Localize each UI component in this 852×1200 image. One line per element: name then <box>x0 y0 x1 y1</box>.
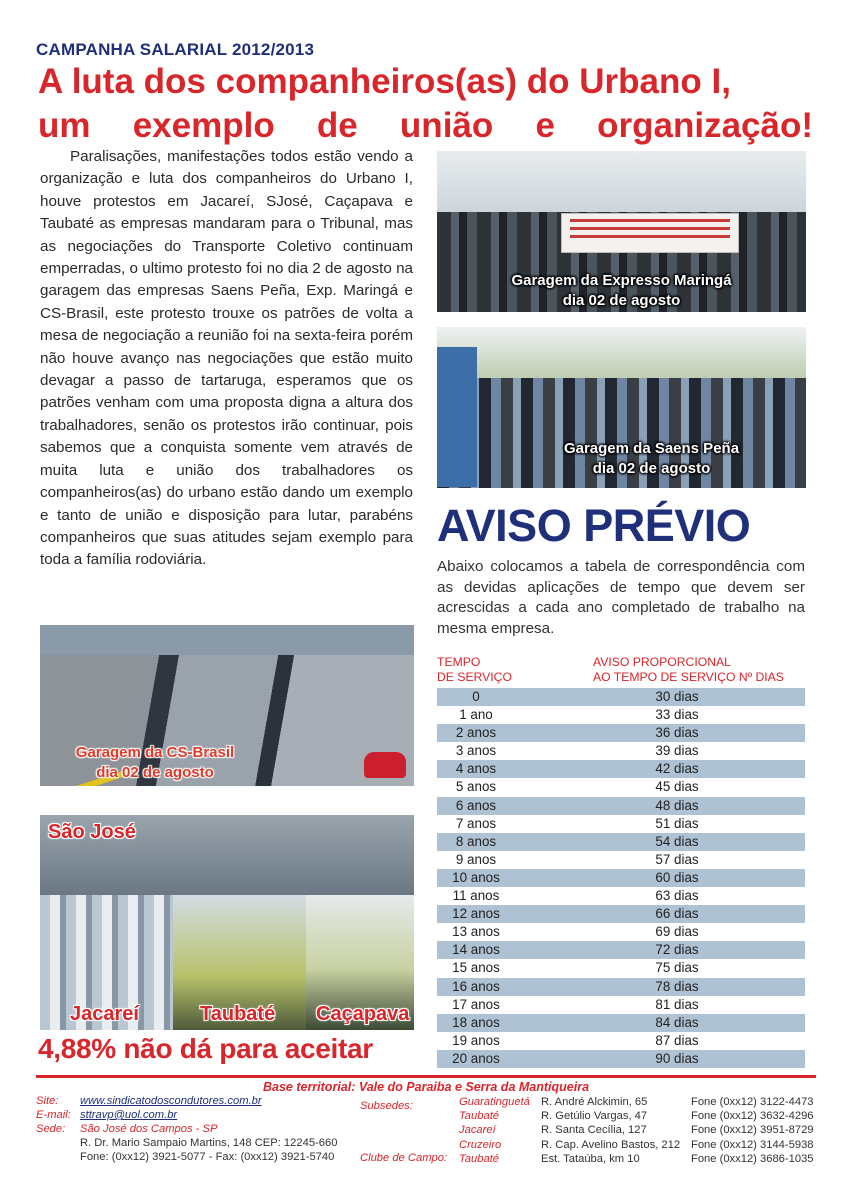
subsede-address: R. Santa Cecília, 127 <box>541 1124 647 1137</box>
cell-tempo: 14 anos <box>452 942 500 958</box>
sede-phones: Fone: (0xx12) 3921-5077 - Fax: (0xx12) 3921-5740 <box>80 1151 335 1163</box>
cell-dias: 60 dias <box>655 869 699 885</box>
aviso-previo-intro: Abaixo colocamos a tabela de correspondência com as devidas aplicações de tempo que devem ser acrescidas a cada ano completado de trabalho na mesma empresa. <box>437 558 805 637</box>
footer-title: Base territorial: Vale do Paraiba e Serra da Mantiqueira <box>262 1080 590 1094</box>
cell-tempo: 17 anos <box>452 996 500 1012</box>
header-line: AO TEMPO DE SERVIÇO Nº DIAS <box>593 670 784 684</box>
cell-tempo: 12 anos <box>452 906 500 922</box>
label-taubate: Taubaté <box>200 1003 276 1025</box>
cell-dias: 48 dias <box>655 797 699 813</box>
cell-tempo: 6 anos <box>455 797 497 813</box>
table-row <box>437 724 805 742</box>
page-headline <box>38 60 813 148</box>
email-link[interactable]: sttravp@uol.com.br <box>80 1109 178 1121</box>
cell-dias: 90 dias <box>655 1050 699 1066</box>
photo-saens-pena <box>437 327 806 488</box>
subsede-city: Taubaté <box>459 1152 500 1165</box>
cell-dias: 45 dias <box>655 779 699 795</box>
photo-caption-csbrasil <box>40 743 270 783</box>
cell-tempo: 4 anos <box>455 761 497 777</box>
table-row <box>437 996 805 1014</box>
headline-line-1: A luta dos companheiros(as) do Urbano I, <box>38 62 731 101</box>
cell-tempo: 5 anos <box>455 779 497 795</box>
column-header-aviso <box>593 655 807 685</box>
cell-dias: 66 dias <box>655 906 699 922</box>
subsede-address: R. Getúlio Vargas, 47 <box>541 1110 648 1123</box>
cell-tempo: 19 anos <box>452 1032 500 1048</box>
subsede-phone: Fone (0xx12) 3951-8729 <box>691 1124 814 1137</box>
subsede-phone: Fone (0xx12) 3632-4296 <box>691 1110 814 1123</box>
subsede-city: Guaratinguetá <box>459 1096 530 1108</box>
cell-dias: 75 dias <box>655 960 699 976</box>
cell-dias: 51 dias <box>655 815 699 831</box>
table-row <box>437 833 805 851</box>
cell-dias: 69 dias <box>655 924 699 940</box>
label-cacapava: Caçapava <box>316 1003 410 1025</box>
subsede-address: R. André Alckimin, 65 <box>541 1096 648 1108</box>
clube-label: Clube de Campo: <box>360 1152 448 1164</box>
campaign-kicker: CAMPANHA SALARIAL 2012/2013 <box>36 40 315 59</box>
table-row <box>437 905 805 923</box>
table-row <box>437 923 805 941</box>
subsede-phone: Fone (0xx12) 3686-1035 <box>691 1152 814 1165</box>
cell-tempo: 8 anos <box>455 833 497 849</box>
cell-tempo: 13 anos <box>452 924 500 940</box>
label-jacarei: Jacareí <box>70 1003 139 1025</box>
caption-line-2: dia 02 de agosto <box>96 764 214 781</box>
subsede-city: Cruzeiro <box>459 1138 502 1151</box>
cell-dias: 42 dias <box>655 761 699 777</box>
cell-tempo: 7 anos <box>455 815 497 831</box>
footer-divider <box>36 1075 816 1078</box>
table-row <box>437 778 805 796</box>
header-line: AVISO PROPORCIONAL <box>593 655 731 669</box>
cell-dias: 72 dias <box>655 942 699 958</box>
column-header-tempo <box>437 655 557 685</box>
caption-line-1: Garagem da Saens Peña <box>563 440 740 457</box>
cell-tempo: 3 anos <box>455 743 497 759</box>
protest-banner <box>561 213 739 253</box>
table-row <box>437 978 805 996</box>
header-line: TEMPO <box>437 655 481 669</box>
label-sao-jose: São José <box>48 821 136 843</box>
table-row <box>437 1050 805 1068</box>
table-row <box>437 760 805 778</box>
bus-shape <box>437 347 477 487</box>
email-label: E-mail: <box>36 1109 71 1121</box>
cell-tempo: 16 anos <box>452 978 500 994</box>
caption-line-2: dia 02 de agosto <box>562 292 681 309</box>
cell-tempo: 1 ano <box>459 707 493 723</box>
caption-line-1: Garagem da CS-Brasil <box>75 744 235 761</box>
aviso-previo-title: AVISO PRÉVIO <box>437 500 751 551</box>
city-photo-collage <box>40 815 414 1030</box>
cell-tempo: 10 anos <box>452 869 500 885</box>
lead-article: Paralisações, manifestações todos estão vendo a organização e luta dos companheiros do Urbano I, houve protestos em Jacareí, SJosé, Caçapava e Taubaté as empresas mandaram para o Tribunal, mas as negociações do Transporte Coletivo continuam emperradas, o ultimo protesto foi no dia 2 de agosto na garagem das empresas Saens Peña, Exp. Maringá e CS-Brasil, este protesto trouxe os patrões de volta a mesa de negociação a reunião foi na sexta-feira porém não houve avanço nas negociações que estão muito devagar a passo de tartaruga, esperamos que os patrões venham com uma proposta digna a altura dos trabalhadores, senão os protestos irão continuar, pois sabemos que a conquista somente vem através de muita luta e união dos trabalhadores os companheiros(as) do urbano estão dando um exemplo e tanto de união e disposição para lutar, parabéns companheiros que suas atitudes sejam exemplo para toda a família rodoviária. <box>40 148 413 569</box>
subsede-phone: Fone (0xx12) 3122-4473 <box>691 1096 814 1108</box>
cell-dias: 81 dias <box>655 996 699 1012</box>
header-line: DE SERVIÇO <box>437 670 512 684</box>
table-row <box>437 851 805 869</box>
cell-dias: 57 dias <box>655 851 699 867</box>
table-row <box>437 1014 805 1032</box>
cell-dias: 84 dias <box>655 1014 699 1030</box>
aviso-previo-table <box>437 688 805 1068</box>
table-row <box>437 1032 805 1050</box>
subsede-phone: Fone (0xx12) 3144-5938 <box>691 1138 814 1151</box>
table-row <box>437 887 805 905</box>
red-car <box>364 752 406 778</box>
cell-dias: 54 dias <box>655 833 699 849</box>
cell-tempo: 0 <box>472 689 480 704</box>
table-row <box>437 688 805 706</box>
photo-caption-maringa <box>437 271 806 311</box>
site-link[interactable]: www.sindicatodoscondutores.com.br <box>80 1095 262 1107</box>
subsede-address: R. Cap. Avelino Bastos, 212 <box>541 1138 681 1151</box>
cell-dias: 78 dias <box>655 978 699 994</box>
subsede-city: Taubaté <box>459 1110 500 1123</box>
headline-line-2: um exemplo de união e organização! <box>38 106 813 145</box>
photo-caption-saens <box>497 439 806 479</box>
subsede-address: Est. Tataúba, km 10 <box>541 1152 640 1165</box>
cell-dias: 36 dias <box>655 725 699 741</box>
table-row <box>437 706 805 724</box>
cell-dias: 39 dias <box>655 743 699 759</box>
slogan: 4,88% não dá para aceitar <box>38 1033 373 1064</box>
table-header <box>437 655 807 687</box>
cell-dias: 63 dias <box>655 888 699 904</box>
subsedes-label: Subsedes: <box>360 1100 413 1112</box>
cell-tempo: 2 anos <box>455 725 497 741</box>
cell-dias: 33 dias <box>655 707 699 723</box>
table-row <box>437 815 805 833</box>
cell-tempo: 18 anos <box>452 1014 500 1030</box>
caption-line-2: dia 02 de agosto <box>592 460 711 477</box>
table-row <box>437 797 805 815</box>
table-row <box>437 869 805 887</box>
photo-cs-brasil <box>40 625 414 786</box>
cell-dias: 30 dias <box>655 689 699 704</box>
cell-tempo: 20 anos <box>452 1050 500 1066</box>
cell-tempo: 9 anos <box>455 851 497 867</box>
caption-line-1: Garagem da Expresso Maringá <box>511 272 732 289</box>
table-row <box>437 742 805 760</box>
photo-expresso-maringa <box>437 151 806 312</box>
site-label: Site: <box>36 1095 59 1107</box>
subsede-city: Jacareí <box>459 1124 496 1137</box>
sede-address: R. Dr. Mario Sampaio Martins, 148 CEP: 12245-660 <box>80 1137 338 1149</box>
cell-tempo: 15 anos <box>452 960 500 976</box>
sede-city: São José dos Campos - SP <box>80 1123 218 1135</box>
table-row <box>437 941 805 959</box>
sede-label: Sede: <box>36 1123 66 1135</box>
table-row <box>437 959 805 977</box>
cell-tempo: 11 anos <box>452 888 500 904</box>
cell-dias: 87 dias <box>655 1032 699 1048</box>
